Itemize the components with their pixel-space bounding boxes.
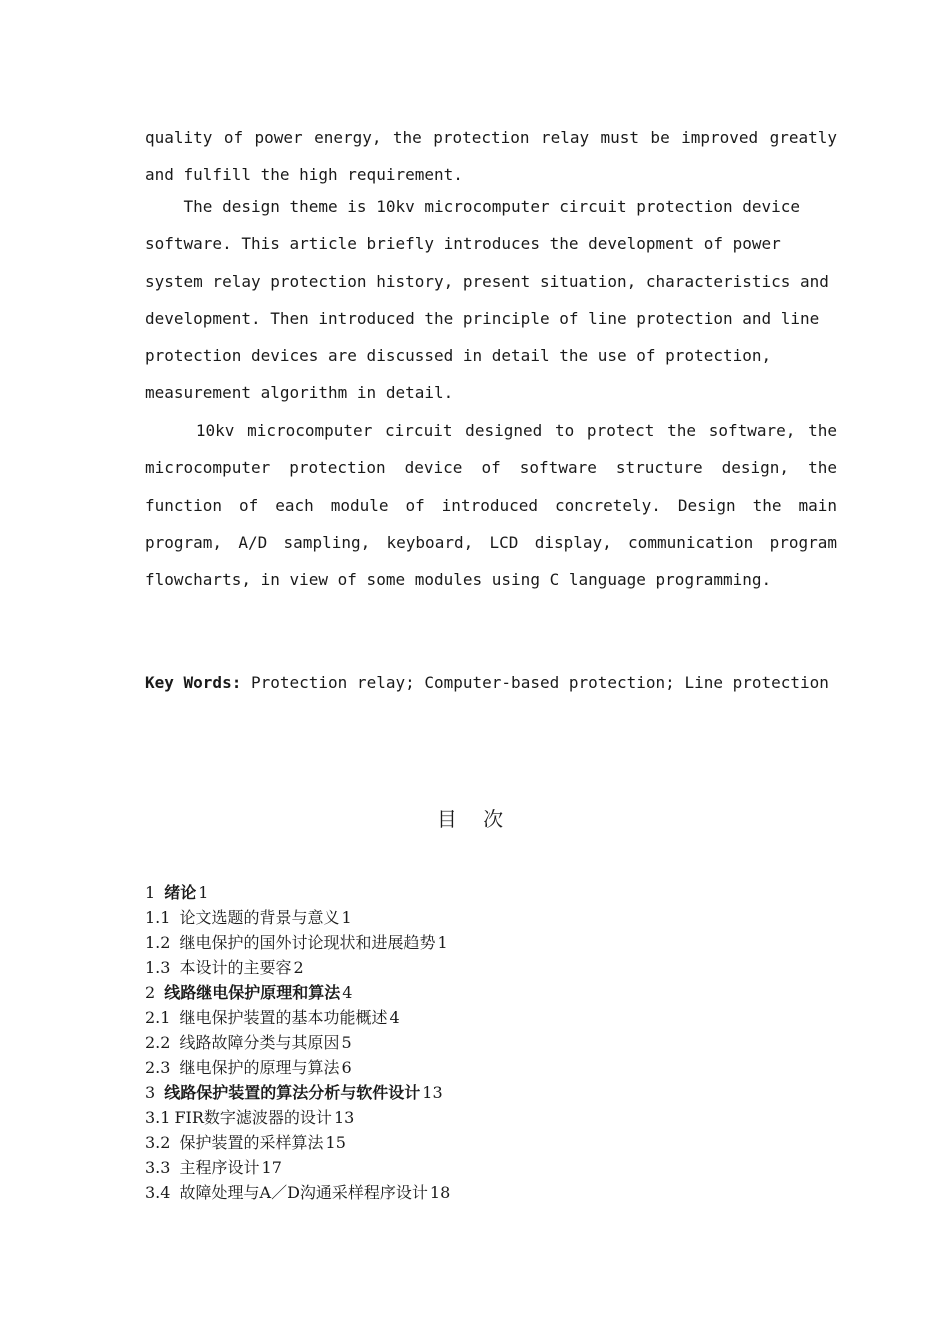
toc-entry-page: 4 (342, 983, 353, 1002)
abstract-line: function of each module of introduced concretely. Design the main (145, 495, 837, 515)
toc-entry-page: 1 (198, 883, 209, 902)
toc-entry-page: 15 (325, 1133, 346, 1152)
toc-entry-title: 线路故障分类与其原因 (179, 1033, 340, 1052)
abstract-line: and fulfill the high requirement. (145, 165, 463, 185)
toc-entry-title: 继电保护的原理与算法 (179, 1058, 340, 1077)
toc-entry[interactable] (145, 905, 745, 930)
toc-entry-page: 1 (437, 933, 448, 952)
abstract-text (145, 188, 837, 412)
toc-entry[interactable] (145, 880, 745, 905)
toc-entry[interactable] (145, 930, 745, 955)
toc-entry-page: 1 (341, 908, 352, 927)
toc-entry-number: 3.3 (145, 1158, 176, 1177)
toc-entry[interactable] (145, 1005, 745, 1030)
toc-entry-title: FIR数字滤波器的设计 (174, 1108, 332, 1127)
toc-entry-title: 绪论 (164, 883, 197, 902)
toc-entry-page: 2 (293, 958, 304, 977)
toc-entry-page: 13 (333, 1108, 355, 1127)
toc-entry-title: 继电保护的国外讨论现状和进展趋势 (179, 933, 436, 952)
toc-title: 目 次 (436, 807, 514, 831)
abstract-line: system relay protection history, present situation, characteristics and (145, 271, 829, 291)
abstract-line: flowcharts, in view of some modules using C language programming. (145, 570, 772, 590)
toc-entry-page: 4 (389, 1008, 400, 1027)
toc-entry[interactable] (145, 1105, 745, 1130)
toc-entry[interactable] (145, 1130, 745, 1155)
toc-entry-title: 故障处理与A／D沟通采样程序设计 (179, 1183, 428, 1202)
toc-entry[interactable] (145, 955, 745, 980)
toc-entry-number: 3.4 (145, 1183, 176, 1202)
toc-entry-number: 3 (145, 1083, 161, 1102)
keywords-text: Protection relay; Computer-based protection; Line protection (250, 673, 829, 692)
toc-entry-page: 13 (422, 1083, 443, 1102)
toc-entry-page: 17 (261, 1158, 282, 1177)
toc-entry-number: 2.2 (145, 1033, 176, 1052)
toc-entry-number: 1.3 (145, 958, 176, 977)
toc-entry[interactable] (145, 1180, 745, 1205)
toc-entry-page: 5 (341, 1033, 352, 1052)
abstract-line: software. This article briefly introduces the development of power (145, 234, 781, 254)
toc-entry[interactable] (145, 1030, 745, 1055)
abstract-line: program, A/D sampling, keyboard, LCD display, communication program (145, 532, 837, 552)
toc-entry-number: 2.3 (145, 1058, 176, 1077)
abstract-line: measurement algorithm in detail. (145, 383, 454, 403)
table-of-contents (145, 880, 745, 1205)
toc-entry[interactable] (145, 980, 745, 1005)
toc-entry-number: 1.1 (145, 908, 176, 927)
toc-entry-title: 论文选题的背景与意义 (179, 908, 340, 927)
toc-entry-number: 2.1 (145, 1008, 176, 1027)
toc-entry-number: 3.1 (145, 1108, 171, 1127)
toc-entry-title: 保护装置的采样算法 (179, 1133, 324, 1152)
abstract-line: microcomputer protection device of software structure design, the (145, 458, 837, 478)
toc-entry-title: 主程序设计 (179, 1158, 260, 1177)
toc-entry-title: 继电保护装置的基本功能概述 (179, 1008, 388, 1027)
abstract-line: 10kv microcomputer circuit designed to protect the software, the (145, 421, 837, 440)
keywords-label: Key Words: (145, 673, 242, 692)
toc-entry-title: 线路保护装置的算法分析与软件设计 (164, 1083, 421, 1102)
toc-entry-number: 1.2 (145, 933, 176, 952)
toc-entry-number: 1 (145, 883, 161, 902)
abstract-text (145, 412, 837, 598)
abstract-line: protection devices are discussed in detail the use of protection, (145, 346, 772, 366)
toc-entry-title: 本设计的主要容 (179, 958, 292, 977)
abstract-text (145, 119, 837, 194)
toc-entry-number: 3.2 (145, 1133, 176, 1152)
toc-entry[interactable] (145, 1080, 745, 1105)
abstract-line: quality of power energy, the protection relay must be improved greatly (145, 128, 837, 147)
abstract-line: The design theme is 10kv microcomputer circuit protection device (145, 197, 801, 216)
toc-entry-page: 6 (341, 1058, 352, 1077)
toc-entry-number: 2 (145, 983, 161, 1002)
toc-entry[interactable] (145, 1055, 745, 1080)
toc-entry-page: 18 (429, 1183, 451, 1202)
toc-entry[interactable] (145, 1155, 745, 1180)
toc-entry-title: 线路继电保护原理和算法 (164, 983, 341, 1002)
keywords-line (145, 670, 837, 696)
abstract-line: development. Then introduced the principle of line protection and line (145, 308, 820, 328)
